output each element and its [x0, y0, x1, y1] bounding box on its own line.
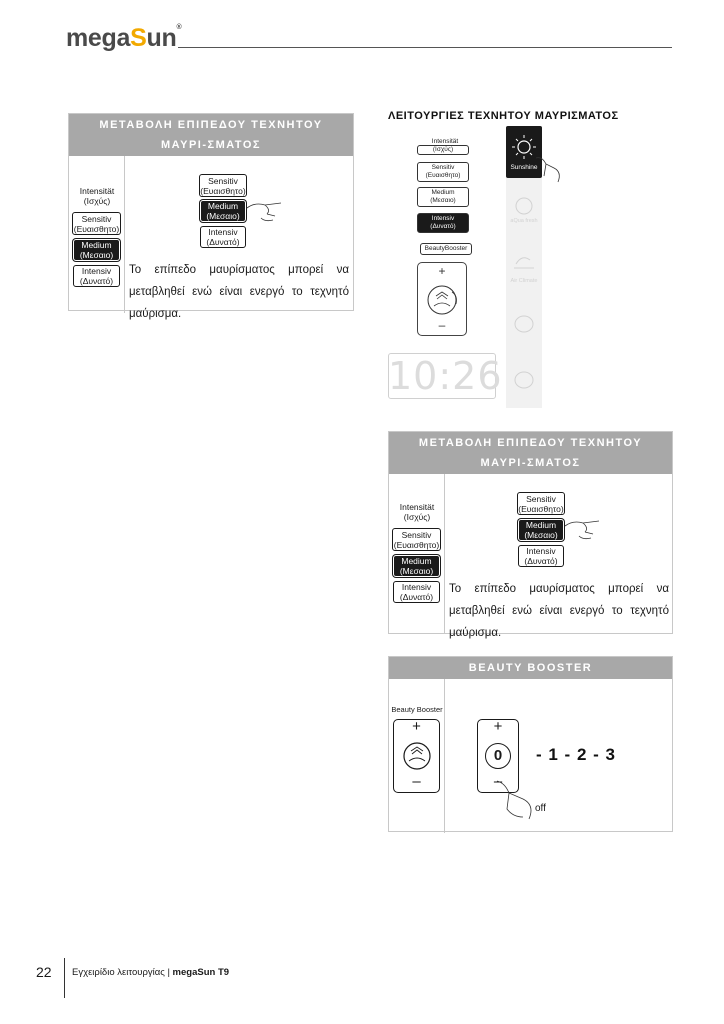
booster-level-sequence: - 1 - 2 - 3	[536, 745, 616, 764]
plus-icon[interactable]: +	[493, 718, 503, 735]
description-text: Το επίπεδο μαυρίσματος μπορεί να μεταβληθεί ενώ είναι ενεργό το τεχνητό μαύρισμα.	[129, 264, 349, 320]
brand-text-s: S	[130, 24, 147, 52]
brand-registered-mark: ®	[176, 24, 182, 31]
ill-minus-icon[interactable]: –	[438, 318, 446, 332]
ill-plus-icon[interactable]: +	[438, 264, 446, 278]
panel-tanning-level-left	[68, 113, 354, 320]
brand-text-mega: mega	[66, 24, 131, 52]
off-label: off	[535, 803, 546, 814]
faint-round-icon[interactable]	[513, 370, 535, 390]
intensiv-button-enlarged[interactable]: Intensiv (Δυνατό)	[518, 545, 564, 567]
air-climate-label: Air Climate	[510, 278, 538, 284]
booster-level-indicator: 0	[485, 743, 511, 769]
ill-intensity-title: Intensität	[431, 138, 459, 145]
brand-text-un: un	[146, 24, 177, 52]
sunshine-label: Sunshine	[510, 164, 538, 171]
medium-button-enlarged[interactable]: Medium (Μεσαιο)	[200, 200, 246, 222]
plus-icon[interactable]: +	[412, 718, 421, 735]
beauty-booster-label: Beauty Booster	[391, 705, 443, 714]
faint-round-icon[interactable]	[513, 314, 535, 334]
medium-button[interactable]: Medium (Μεσαιο)	[73, 239, 120, 261]
sensitiv-button-enlarged[interactable]: Sensitiv (Ευαισθητο)	[200, 175, 246, 196]
air-climate-icon[interactable]	[512, 252, 536, 272]
booster-column	[389, 679, 445, 833]
intensiv-button[interactable]: Intensiv (Δυνατό)	[393, 581, 440, 603]
intensiv-button[interactable]: Intensiv (Δυνατό)	[73, 265, 120, 287]
booster-knob-icon[interactable]	[399, 739, 435, 773]
pointing-hand-icon	[245, 196, 285, 224]
ill-medium-button[interactable]: Medium (Μεσαιο)	[417, 187, 469, 207]
aqua-icon[interactable]	[514, 196, 534, 216]
ill-sensitiv-button[interactable]: Sensitiv (Ευαισθητο)	[417, 162, 469, 182]
minus-icon[interactable]: –	[412, 773, 421, 790]
intensity-title: Intensität (Ισχύς)	[399, 502, 435, 522]
aqua-label: aQua fresh	[510, 218, 538, 224]
panel-tanning-level-right	[388, 431, 673, 639]
medium-button-enlarged[interactable]: Medium (Μεσαιο)	[518, 519, 564, 541]
description-text: Το επίπεδο μαυρίσματος μπορεί να μεταβληθεί ενώ είναι ενεργό το τεχνητό μαύρισμα.	[449, 583, 669, 639]
ill-intensity-cap: (Ισχύς)	[417, 145, 469, 155]
footer-rule	[64, 958, 65, 998]
sensitiv-button-enlarged[interactable]: Sensitiv (Ευαισθητο)	[518, 493, 564, 514]
panel-title: BEAUTY BOOSTER	[389, 657, 672, 679]
intensity-title: Intensität (Ισχύς)	[79, 186, 115, 206]
panel-beauty-booster	[388, 656, 673, 832]
pointing-hand-icon	[563, 514, 603, 542]
intensity-column	[389, 474, 445, 634]
clock-time: 10:26	[388, 354, 503, 398]
header-rule	[178, 47, 672, 48]
tanning-functions-heading: ΛΕΙΤΟΥΡΓΙΕΣ ΤΕΧΝΗΤΟΥ ΜΑΥΡΙΣΜΑΤΟΣ	[388, 110, 619, 122]
pointing-hand-icon	[534, 154, 564, 184]
ill-beautybooster-button[interactable]: BeautyBooster	[420, 243, 472, 255]
minus-icon[interactable]: –	[493, 773, 503, 790]
pointing-hand-icon	[495, 779, 539, 821]
intensity-column	[69, 156, 125, 313]
brand-logo	[66, 24, 181, 53]
medium-button[interactable]: Medium (Μεσαιο)	[393, 555, 440, 577]
sensitiv-button[interactable]: Sensitiv (Ευαισθητο)	[73, 213, 120, 234]
intensiv-button-enlarged[interactable]: Intensiv (Δυνατό)	[200, 226, 246, 248]
sun-icon	[512, 134, 536, 160]
panel-title: ΜΕΤΑΒΟΛΗ ΕΠΙΠΕΔΟΥ ΤΕΧΝΗΤΟΥ ΜΑΥΡΙ-ΣΜΑΤΟΣ	[389, 432, 672, 474]
ill-booster-knob-icon[interactable]	[422, 282, 462, 318]
panel-title: ΜΕΤΑΒΟΛΗ ΕΠΙΠΕΔΟΥ ΤΕΧΝΗΤΟΥ ΜΑΥΡΙ-ΣΜΑΤΟΣ	[69, 114, 353, 156]
sensitiv-button[interactable]: Sensitiv (Ευαισθητο)	[393, 529, 440, 550]
footer-text: Εγχειρίδιο λειτουργίας | megaSun T9	[72, 967, 230, 978]
ill-intensiv-button[interactable]: Intensiv (Δυνατό)	[417, 213, 469, 233]
page-number: 22	[36, 964, 52, 980]
